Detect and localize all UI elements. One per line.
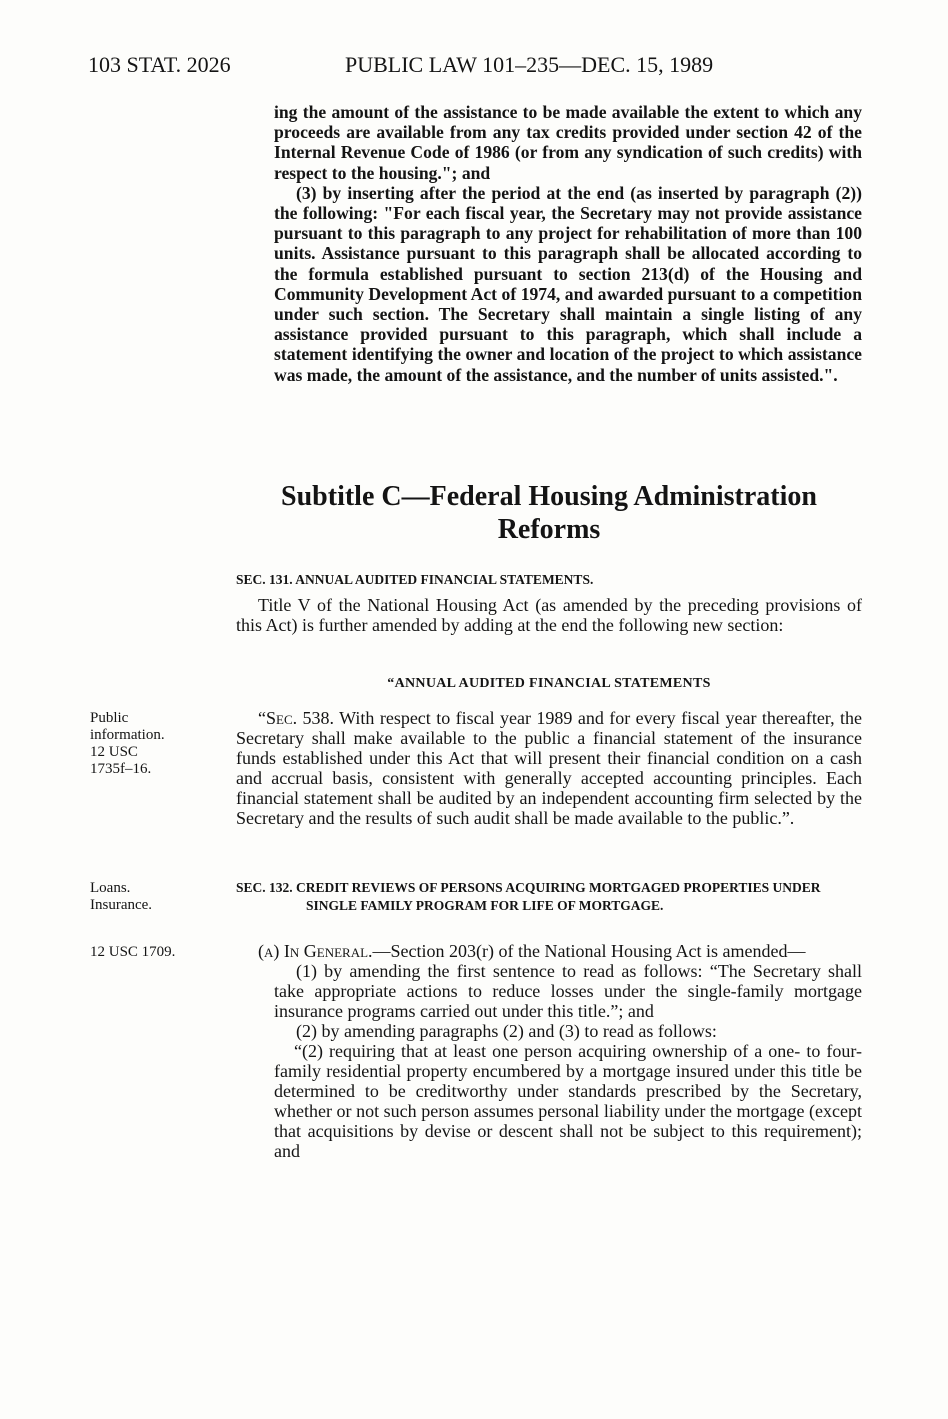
sec-131-intro-text: Title V of the National Housing Act (as amended by the preceding provisions of this Act) is further amended by adding at the end the following new section: <box>236 595 862 635</box>
continued-paragraph <box>236 102 862 385</box>
sec-132-p2-quote: “(2) requiring that at least one person acquiring ownership of a one- to four-family residential property encumbered by a mortgage insured under this title be determined to be creditworthy under standards prescribed by the Secretary, whether or not such person assumes personal liability under the mortgage (except that acquisitions by devise or descent shall not be subject to this requirement); and <box>274 1041 862 1161</box>
margin-note-usc-1709 <box>90 944 210 961</box>
sec-132-a-label: (a) In General. <box>258 941 373 961</box>
continuation-text: ing the amount of the assistance to be made available the extent to which any proceeds are available from any tax credits provided under section 42 of the Internal Revenue Code of 1986 (or from any syndication of such credits) with respect to the housing."; and <box>274 102 862 183</box>
quoted-section-heading: “ANNUAL AUDITED FINANCIAL STATEMENTS <box>387 676 711 691</box>
sec-538-label: “Sec. <box>258 708 298 728</box>
margin-note-line: 12 USC <box>90 744 138 760</box>
sec-132-p1: (1) by amending the first sentence to read as follows: “The Secretary shall take appropriate actions to reduce losses under the single-family mortgage insurance programs carried out under this title.”; and <box>274 961 862 1021</box>
paragraph-3: (3) by inserting after the period at the end (as inserted by paragraph (2)) the following: "For each fiscal year, the Secretary may not provide assistance pursuant to this paragraph to any project for rehabilitation of more than 100 units. Assistance pursuant to this paragraph shall be allocated according to the formula established pursuant to section 213(d) of the Housing and Community Development Act of 1974, and awarded pursuant to a competition under such section. The Secretary shall maintain a single listing of any assistance provided pursuant to this paragraph, which shall include a statement identifying the owner and location of the project to which assistance was made, the amount of the assistance, and the number of units assisted.". <box>274 182 862 385</box>
sec-132-heading: SEC. 132. CREDIT REVIEWS OF PERSONS ACQUIRING MORTGAGED PROPERTIES UNDER SINGLE FAMILY PROGRAM FOR LIFE OF MORTGAGE. <box>236 880 821 913</box>
sec-132-a-text: —Section 203(r) of the National Housing Act is amended— <box>372 941 806 961</box>
margin-note-line: 1735f–16. <box>90 761 152 777</box>
sec-538-paragraph <box>236 708 862 828</box>
margin-note-line: Insurance. <box>90 897 153 913</box>
margin-note-line: 12 USC 1709. <box>90 944 176 960</box>
sec-538-body: 538. With respect to fiscal year 1989 and for every fiscal year thereafter, the Secretary shall make available to the public a financial statement of the insurance funds established under this Act that will present their financial condition on a cash and accrual basis, consistent with generally accepted accounting principles. Each financial statement shall be audited by an independent accounting firm selected by the Secretary and the results of such audit shall be made available to the public.”. <box>236 708 862 828</box>
subtitle-heading <box>236 480 862 546</box>
sec-131-heading: SEC. 131. ANNUAL AUDITED FINANCIAL STATEMENTS. <box>236 572 594 587</box>
public-law-ref: PUBLIC LAW 101–235—DEC. 15, 1989 <box>345 52 714 77</box>
margin-note-line: Loans. <box>90 880 131 896</box>
sec-132-p2: (2) by amending paragraphs (2) and (3) to read as follows: <box>296 1021 717 1041</box>
statute-page-ref: 103 STAT. 2026 <box>88 52 231 77</box>
page-header <box>88 52 860 82</box>
sec-538-text <box>236 708 862 828</box>
margin-note-loans-insurance <box>90 880 210 914</box>
sec-132-body <box>236 941 862 1161</box>
sec-132-a <box>236 941 862 961</box>
margin-note-public-information <box>90 710 210 778</box>
margin-note-line: information. <box>90 727 165 743</box>
subtitle-line-1: Subtitle C—Federal Housing Administration <box>281 481 817 512</box>
margin-note-line: Public <box>90 710 129 726</box>
subtitle-line-2: Reforms <box>497 514 601 545</box>
sec-131-intro <box>236 595 862 635</box>
